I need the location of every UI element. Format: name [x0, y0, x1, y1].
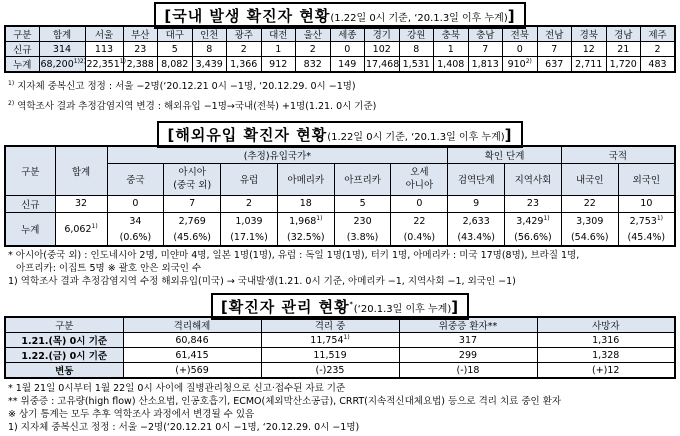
cell-value: (-)235	[315, 364, 345, 376]
domestic-new-cell: 1	[434, 42, 469, 57]
note-mark: 2)	[8, 100, 15, 108]
overseas-pct-cell: (54.6%)	[561, 229, 618, 246]
overseas-cum-cell	[164, 212, 221, 229]
domestic-header-cell: 합계	[39, 26, 85, 42]
domestic-header-cell: 구분	[5, 26, 39, 42]
cell-value: 68,200	[40, 59, 74, 71]
cell-value: 3,309	[576, 215, 604, 227]
domestic-cum-cell	[641, 57, 676, 73]
management-released: 60,846	[123, 333, 261, 348]
cell-footnote: 1)	[543, 214, 550, 222]
sec1-title	[154, 2, 525, 29]
overseas-pct-cell: (45.6%)	[164, 229, 221, 246]
domestic-header-cell: 강원	[399, 26, 434, 42]
sec1-subtitle: (1.22일 0시 기준, ‘20.1.3일 이후 누계)	[330, 13, 508, 24]
overseas-new-cell: 18	[277, 195, 334, 212]
overseas-header-row-1	[5, 146, 675, 163]
domestic-new-cell: 5	[158, 42, 193, 57]
domestic-cum-cell	[330, 57, 365, 73]
col-country-group: (추정)유입국가*	[107, 146, 448, 163]
domestic-cum-cell	[572, 57, 607, 73]
domestic-cum-cell	[39, 57, 85, 73]
cell-value: 8,082	[161, 58, 189, 70]
sec1-title-wrap	[4, 2, 676, 24]
cell-footnote: 1)	[343, 334, 350, 342]
cell-value: 230	[353, 215, 372, 227]
domestic-new-cell: 7	[537, 42, 572, 57]
sec3-title	[211, 293, 469, 320]
overseas-pct-cell: (56.6%)	[505, 229, 562, 246]
cell-value: 1,039	[235, 215, 263, 227]
management-deaths: (+)12	[537, 363, 675, 379]
management-header-cell: 격리 중	[261, 317, 399, 333]
cell-value: 34	[129, 215, 142, 227]
overseas-cum-cell	[505, 212, 562, 229]
management-critical: 299	[399, 348, 537, 363]
domestic-new-cell: 314	[39, 42, 85, 57]
cell-value: 912	[269, 58, 288, 70]
domestic-cum-cell	[158, 57, 193, 73]
overseas-new-cell: 23	[505, 195, 562, 212]
management-released: (+)569	[123, 363, 261, 379]
management-row	[5, 333, 675, 348]
domestic-header-cell: 세종	[330, 26, 365, 42]
domestic-cum-cell	[606, 57, 641, 73]
col-foreign: 외국인	[618, 163, 675, 195]
overseas-pct-cell: (0.4%)	[391, 229, 448, 246]
col-china: 중국	[107, 163, 164, 195]
management-released: 61,415	[123, 348, 261, 363]
domestic-new-cell: 8	[399, 42, 434, 57]
domestic-cum-cell	[399, 57, 434, 73]
cell-footnote: 1)	[316, 214, 323, 222]
col-europe: 유럽	[221, 163, 278, 195]
sec2-note-c: 1) 역학조사 결과 추정감염지역 수정 해외유입(미국) → 국내발생(1.21. 0시 기준, 아메리카 −1, 지역사회 −1, 외국인 −1)	[8, 276, 516, 288]
management-row-label: 변동	[5, 363, 123, 379]
cell-value: 483	[648, 58, 667, 70]
domestic-new-cell: 0	[330, 42, 365, 57]
domestic-new-cell: 21	[606, 42, 641, 57]
domestic-new-cell: 7	[468, 42, 503, 57]
overseas-cum-cell	[334, 212, 391, 229]
domestic-header-cell: 경북	[572, 26, 607, 42]
sec1-title-text: [국내 발생 확진자 현황	[164, 7, 331, 25]
cell-footnote: 1)	[119, 57, 126, 65]
overseas-new-cell: 0	[391, 195, 448, 212]
col-oceania	[391, 163, 448, 195]
col-oce-l2: 아니아	[405, 180, 434, 192]
domestic-cum-cell	[227, 57, 262, 73]
domestic-header-cell: 전남	[537, 26, 572, 42]
sec3-note-d: 1) 지자체 중복신고 정정 : 서울 −2명(‘20.12.21 0시 −1명, ‘20.12.29. 0시 −1명)	[8, 422, 360, 434]
overseas-cum-cell	[391, 212, 448, 229]
cell-value: 2,711	[575, 58, 603, 70]
domestic-header-cell: 부산	[123, 26, 158, 42]
domestic-new-label: 신규	[5, 42, 39, 57]
sec3-title-wrap	[4, 293, 676, 317]
domestic-cum-cell	[503, 57, 538, 73]
cell-footnote: 2)	[525, 57, 532, 65]
management-table	[4, 316, 676, 379]
sec2-title	[157, 121, 522, 148]
management-header-cell: 격리해제	[123, 317, 261, 333]
domestic-new-cell: 0	[503, 42, 538, 57]
domestic-header-cell: 대전	[261, 26, 296, 42]
domestic-new-cell: 2	[296, 42, 331, 57]
sec1-note-2	[8, 97, 676, 113]
domestic-header-cell: 대구	[158, 26, 193, 42]
cell-value: 2,633	[462, 215, 490, 227]
overseas-new-cell: 22	[561, 195, 618, 212]
domestic-cum-cell	[537, 57, 572, 73]
management-isolated	[261, 348, 399, 363]
sec2-title-close: ]	[504, 126, 513, 145]
sec1-notes	[4, 77, 676, 113]
sec3-notes	[4, 382, 676, 434]
cell-value: 1,408	[437, 58, 465, 70]
overseas-pct-cell: (0.6%)	[107, 229, 164, 246]
domestic-cum-cell	[261, 57, 296, 73]
management-critical: (-)18	[399, 363, 537, 379]
col-nation-group: 국적	[561, 146, 675, 163]
management-header-cell: 사망자	[537, 317, 675, 333]
domestic-new-cell: 2	[227, 42, 262, 57]
domestic-header-cell: 충북	[434, 26, 469, 42]
cell-value: 3,439	[195, 58, 223, 70]
domestic-header-cell: 충남	[468, 26, 503, 42]
domestic-new-cell: 102	[365, 42, 400, 57]
domestic-new-cell: 8	[192, 42, 227, 57]
col-korean: 내국인	[561, 163, 618, 195]
cell-value: 637	[545, 58, 564, 70]
domestic-cum-cell	[123, 57, 158, 73]
sec2-note-a: * 아시아(중국 외) : 인도네시아 2명, 미얀마 4명, 일본 1명(1명), 유럽 : 독일 1명(1명), 터키 1명, 아메리카 : 미국 17명(8명), 브라질 1명,	[8, 250, 580, 262]
domestic-new-cell: 113	[85, 42, 123, 57]
sec1-note-1	[8, 77, 676, 93]
domestic-header-cell: 경기	[365, 26, 400, 42]
col-africa: 아프리카	[334, 163, 391, 195]
overseas-cum-cell	[448, 212, 505, 229]
domestic-new-cell: 2	[641, 42, 676, 57]
overseas-new-cell: 0	[107, 195, 164, 212]
management-header-row	[5, 317, 675, 333]
col-total: 합계	[55, 146, 107, 195]
overseas-pct-cell: (17.1%)	[221, 229, 278, 246]
overseas-pct-cell: (32.5%)	[277, 229, 334, 246]
overseas-pct-cell: (43.4%)	[448, 229, 505, 246]
col-stage-group: 확인 단계	[448, 146, 562, 163]
cell-value: 17,468	[366, 58, 400, 70]
cell-value: 22,351	[86, 59, 120, 71]
cell-value: 149	[338, 58, 357, 70]
overseas-new-cell: 32	[55, 195, 107, 212]
overseas-new-cell: 2	[221, 195, 278, 212]
cell-value: 6,062	[64, 224, 92, 236]
cell-value: 832	[303, 58, 322, 70]
cell-value: 11,519	[313, 349, 347, 361]
overseas-cum-total	[55, 212, 107, 246]
domestic-cum-label: 누계	[5, 57, 39, 73]
overseas-cum-row	[5, 212, 675, 229]
cell-footnote: 1)	[91, 222, 98, 230]
note-text: 지자체 중복신고 정정 : 서울 −2명(‘20.12.21 0시 −1명, ‘20.12.29. 0시 −1명)	[17, 81, 356, 93]
col-oce-l1: 오세	[410, 167, 429, 179]
management-row-label: 1.22.(금) 0시 기준	[5, 348, 123, 363]
overseas-new-label: 신규	[5, 195, 55, 212]
domestic-header-cell: 인천	[192, 26, 227, 42]
management-deaths: 1,316	[537, 333, 675, 348]
cell-value: 2,388	[126, 58, 154, 70]
sec3-note-a: * 1월 21일 0시부터 1월 22일 0시 사이에 질병관리청으로 신고·접수된 자료 기준	[8, 383, 346, 395]
cell-value: 3,429	[516, 216, 544, 228]
note-mark: 1)	[8, 80, 15, 87]
sec3-title-close: ]	[451, 298, 460, 317]
col-asia-l1: 아시아	[178, 167, 206, 179]
col-america: 아메리카	[277, 163, 334, 195]
domestic-header-cell: 제주	[641, 26, 676, 42]
domestic-new-cell: 23	[123, 42, 158, 57]
cell-value: 22	[413, 215, 426, 227]
overseas-cum-label: 누계	[5, 212, 55, 246]
overseas-new-cell: 5	[334, 195, 391, 212]
cell-value: 1,531	[402, 58, 430, 70]
management-row	[5, 348, 675, 363]
cell-value: 1,720	[609, 58, 637, 70]
cell-value: 1,366	[230, 58, 258, 70]
domestic-cum-cell	[192, 57, 227, 73]
col-gubun: 구분	[5, 146, 55, 195]
management-header-cell: 구분	[5, 317, 123, 333]
management-critical: 317	[399, 333, 537, 348]
management-header-cell: 위중증 환자**	[399, 317, 537, 333]
domestic-header-cell: 서울	[85, 26, 123, 42]
sec2-note-b: 아프리카: 이집트 5명 ※ 괄호 안은 외국인 수	[16, 263, 202, 275]
col-asia-l2: (중국 외)	[173, 180, 212, 192]
col-quarantine: 검역단계	[448, 163, 505, 195]
management-row	[5, 363, 675, 379]
overseas-cum-cell	[107, 212, 164, 229]
cell-footnote: 1)	[656, 214, 664, 222]
domestic-table	[4, 25, 676, 73]
domestic-cum-cell	[434, 57, 469, 73]
domestic-header-cell: 전북	[503, 26, 538, 42]
col-community: 지역사회	[505, 163, 562, 195]
domestic-new-cell: 1	[261, 42, 296, 57]
domestic-new-cell: 12	[572, 42, 607, 57]
overseas-pct-cell: (45.4%)	[618, 229, 675, 246]
overseas-new-cell: 10	[618, 195, 675, 212]
note-text: 역학조사 결과 추정감염지역 변경 : 해외유입 −1명→국내(전북) +1명(1.21. 0시 기준)	[17, 101, 377, 113]
overseas-new-cell: 7	[164, 195, 221, 212]
sec3-title-star: *	[349, 301, 354, 309]
col-asia	[164, 163, 221, 195]
cell-value: 2,753	[629, 216, 657, 228]
cell-footnote: 1)2)	[73, 57, 87, 65]
cell-value: 11,754	[310, 335, 344, 347]
cell-value: 1,813	[471, 58, 499, 70]
overseas-cum-cell	[561, 212, 618, 229]
sec1-title-close: ]	[507, 7, 516, 25]
management-row-label: 1.21.(목) 0시 기준	[5, 333, 123, 348]
overseas-new-cell: 9	[448, 195, 505, 212]
management-deaths: 1,328	[537, 348, 675, 363]
domestic-cum-cell	[296, 57, 331, 73]
management-body	[5, 333, 675, 379]
domestic-header-cell: 울산	[296, 26, 331, 42]
sec2-subtitle: (1.22일 0시 기준, ‘20.1.3일 이후 누계)	[327, 132, 505, 144]
domestic-header-cell: 광주	[227, 26, 262, 42]
cell-value: 910	[507, 59, 526, 71]
overseas-cum-cell	[618, 212, 675, 229]
sec3-note-b: ** 위중증 : 고유량(high flow) 산소요법, 인공호흡기, ECMO(체외막산소공급), CRRT(지속적신대체요법) 등으로 격리 치료 중인 환자	[8, 396, 562, 408]
sec2-title-text: [해외유입 확진자 현황	[167, 126, 328, 145]
domestic-cum-cell	[365, 57, 400, 73]
domestic-cum-cell	[85, 57, 126, 73]
domestic-cum-cell	[468, 57, 503, 73]
overseas-table	[4, 145, 676, 247]
management-isolated	[261, 363, 399, 379]
sec3-note-c: ※ 상기 통계는 모두 추후 역학조사 과정에서 변경될 수 있음	[8, 409, 255, 421]
cell-value: 2,769	[178, 215, 206, 227]
management-isolated	[261, 333, 399, 348]
sec2-notes	[4, 249, 676, 288]
domestic-new-row	[5, 42, 675, 57]
cell-value: 1,968	[289, 216, 317, 228]
sec2-title-wrap	[4, 121, 676, 143]
overseas-pct-cell: (3.8%)	[334, 229, 391, 246]
domestic-cum-row	[5, 57, 675, 73]
overseas-cum-cell	[221, 212, 278, 229]
sec3-title-text: [확진자 관리 현황	[220, 298, 350, 317]
sec3-subtitle: (‘20.1.3일 이후 누계)	[353, 304, 452, 316]
overseas-cum-cell	[277, 212, 334, 229]
domestic-header-cell: 경남	[606, 26, 641, 42]
domestic-header-row	[5, 26, 675, 42]
overseas-new-row	[5, 195, 675, 212]
